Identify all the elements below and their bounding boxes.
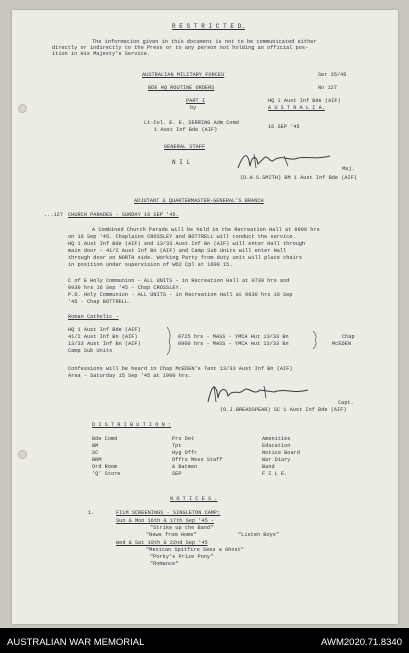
bracket (312, 330, 320, 350)
distribution-item: 'Q' Store (92, 471, 121, 477)
para-line: through door on NORTH side. Working Party from duty unit will place chairs (68, 255, 303, 261)
rc-chaplain-name: McEDEN (332, 341, 351, 347)
film-title: "Mexican Spitfire Sees a Ghost" (146, 547, 245, 553)
para-line: '45 - Chap BOTTRELL. (68, 299, 132, 305)
distribution-item: Amenities (262, 436, 291, 442)
rc-time: 0725 hrs - MASS - YMCA Hut 13/33 Bn (178, 334, 289, 340)
distribution-item: F I L E. (262, 471, 288, 477)
by-text: by (190, 105, 197, 111)
distribution-item: War Diary (262, 457, 291, 463)
para-line: main door - 41/2 Aust Inf Bn (AIF) and Camp Sub Units will enter Hall (68, 248, 287, 254)
rc-unit: 13/33 Aust Inf Bn (AIF) (68, 341, 141, 347)
footer-bar (0, 628, 409, 653)
hq-line: HQ 1 Aust Inf Bde (AIF) (268, 98, 341, 104)
distribution-item: SEP (172, 471, 182, 477)
rc-heading: Roman Catholic - (68, 314, 119, 320)
force-title: AUSTRALIAN MILITARY FORCES (142, 72, 225, 78)
distribution-item: BM (92, 443, 99, 449)
restricted-heading: R E S T R I C T E D. (172, 23, 246, 30)
film-title: "Listen Boys" (238, 532, 280, 538)
para-line: C of E Holy Communion - ALL UNITS - in Recreation Hall at 0730 hrs and (68, 278, 290, 284)
film-heading: FILM SCREENINGS - SINGLETON CAMP: (116, 510, 221, 516)
distribution-item: SC (92, 450, 99, 456)
signature-breadspear (204, 378, 314, 406)
signature-smith (234, 150, 334, 172)
church-heading: CHURCH PARADES - SUNDAY 16 SEP '45. (68, 212, 179, 218)
notice-item-number: 1. (88, 510, 95, 516)
distribution-item: Band (262, 464, 275, 470)
rc-time: 0900 hrs - MASS - YMCA Hut 13/33 Bn (178, 341, 289, 347)
footer-credit: AUSTRALIAN WAR MEMORIAL (7, 637, 145, 648)
general-staff-heading: GENERAL STAFF (164, 144, 206, 150)
margin-number: ...127 (44, 212, 63, 218)
document-page (12, 10, 398, 624)
distribution-item: Offrs Mess Staff (172, 457, 223, 463)
film-title: "Porky's Prize Pony" (150, 554, 214, 560)
distribution-item: Education (262, 443, 291, 449)
film-title: "Strike up the Band" (150, 525, 214, 531)
order-date: 16 SEP '45 (268, 124, 300, 130)
order-number: No 127 (318, 85, 337, 91)
notice-line: ition in His Majesty's Service. (52, 51, 151, 57)
footer-accession-number: AWM2020.71.8340 (321, 637, 402, 648)
distribution-item: Bde Comd (92, 436, 118, 442)
confession-line: Confessions will be heard in Chap McEDEN's Tent 13/33 Aust Inf Bn (AIF) (68, 366, 293, 372)
signature-name: (D.H.S.SMITH) BM 1 Aust Inf Bde (AIF) (240, 175, 358, 181)
hq-country: A U S T R A L I A. (268, 105, 325, 111)
notices-heading: N O T I C E S . (170, 496, 218, 502)
film-title: "Romance" (150, 561, 179, 567)
adjutant-heading: ADJUTANT & QUARTERMASTER-GENERAL'S BRANCH (134, 198, 264, 204)
para-line: P.D. Holy Communion - ALL UNITS - in Recreation Hall at 0930 hrs 16 Sep (68, 292, 293, 298)
punch-hole (18, 450, 27, 459)
distribution-item: BRM (92, 457, 102, 463)
notice-line: directly or indirectly to the Press or to any person not holding an official pos- (52, 45, 309, 51)
rc-chaplain: Chap (342, 334, 355, 340)
distribution-item: Tpt (172, 443, 182, 449)
distribution-item: Notice Board (262, 450, 300, 456)
distribution-item: Pro Det (172, 436, 195, 442)
signature-name: (O.J.BREADSPEAR) SC 1 Aust Inf Bde (AIF) (220, 407, 347, 413)
rc-unit: Camp Sub Units (68, 348, 113, 354)
punch-hole (18, 104, 27, 113)
distribution-item: Hyg Offr (172, 450, 198, 456)
officer-unit: 1 Aust Inf Bde (AIF) (154, 127, 218, 133)
para-line: HQ 1 Aust Inf Bde (AIF) and 13/33 Aust Inf Bn (AIF) will enter Hall through (68, 241, 306, 247)
film-dates: Wed & Sat 19th & 22nd Sep '45 (116, 540, 208, 546)
distribution-item: Ord Room (92, 464, 118, 470)
serial-number: Ser 35/45 (318, 72, 347, 78)
para-line: on 16 Sep '45. Chaplains CROSSLEY and BOTTRELL will conduct the service. (68, 234, 296, 240)
film-title: "News from Home" (146, 532, 197, 538)
signature-rank: Maj. (342, 166, 355, 172)
nil-text: N I L (172, 159, 191, 166)
officer-line: Lt-Col. E. E. SERRING Adm Comd (144, 120, 239, 126)
para-line: in position under supervision of WO2 Cpl at 1600 15. (68, 262, 233, 268)
film-dates: Sun & Mon 16th & 17th Sep '45 - (116, 518, 215, 524)
notice-line: The information given in this document is not to be communicated either (92, 39, 317, 45)
para-line: A Combined Church Parade will be held in the Recreation Hall at 0900 hrs (92, 227, 320, 233)
bracket (166, 326, 174, 356)
distribution-item: & Batmen (172, 464, 198, 470)
confession-line: Area - Saturday 15 Sep '45 at 1900 hrs. (68, 373, 192, 379)
distribution-heading: D I S T R I B U T I O N : (92, 422, 172, 428)
rc-unit: HQ 1 Aust Inf Bde (AIF) (68, 327, 141, 333)
para-line: 0930 hrs 16 Sep '45 - Chap CROSSLEY. (68, 285, 182, 291)
order-title: BDE HQ ROUTINE ORDERS (148, 85, 215, 91)
rc-unit: 41/2 Aust Inf Bn (AIF) (68, 334, 138, 340)
part-title: PART I (186, 98, 205, 104)
signature-rank: Capt. (338, 400, 354, 406)
